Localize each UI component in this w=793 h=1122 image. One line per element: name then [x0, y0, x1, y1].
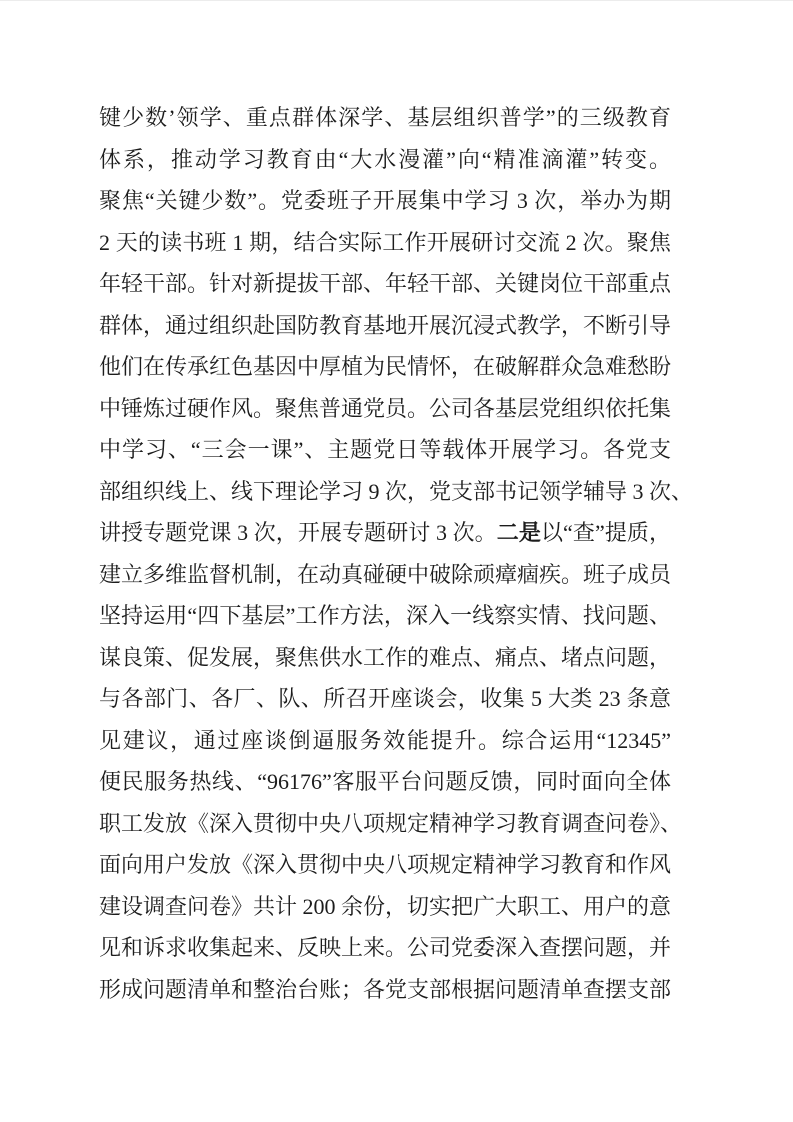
text-segment: 聚焦“关键少数”。党委班子开展集中学习 3 次，举办为期 [99, 188, 671, 213]
text-segment: 建设调查问卷》共计 200 余份，切实把广大职工、用户的意 [99, 893, 672, 919]
text-segment: 职工发放《深入贯彻中央八项规定精神学习教育调查问卷》、 [99, 810, 683, 836]
text-line [99, 388, 671, 430]
text-segment: 群体，通过组织赴国防教育基地开展沉浸式教学，不断引导 [99, 312, 672, 338]
text-segment: 面向用户发放《深入贯彻中央八项规定精神学习教育和作风 [99, 852, 672, 877]
text-line [99, 761, 671, 803]
text-line [99, 305, 671, 347]
text-line [99, 554, 671, 596]
text-line [99, 720, 671, 762]
text-segment: 他们在传承红色基因中厚植为民情怀，在破解群众急难愁盼 [99, 354, 672, 379]
text-segment: 坚持运用“四下基层”工作方法，深入一线察实情、找问题、 [99, 603, 671, 628]
text-line [99, 678, 671, 720]
text-segment: 体系，推动学习教育由“大水漫灌”向“精准滴灌”转变。 [99, 146, 671, 172]
text-line [99, 263, 671, 305]
text-line [99, 429, 671, 471]
text-segment: 部组织线上、线下理论学习 9 次，党支部书记领学辅导 3 次、 [99, 478, 694, 504]
text-line [99, 844, 671, 886]
text-line [99, 803, 683, 845]
text-line [99, 471, 694, 513]
text-line [99, 180, 671, 222]
text-segment: 见建议，通过座谈倒逼服务效能提升。综合运用“12345” [99, 727, 671, 753]
text-segment: 便民服务热线、“96176”客服平台问题反馈，同时面向全体 [99, 769, 671, 794]
text-line [99, 512, 671, 554]
text-segment: 中锤炼过硬作风。聚焦普通党员。公司各基层党组织依托集 [99, 395, 672, 421]
bold-emphasis: 二是 [496, 520, 541, 545]
text-segment: 与各部门、各厂、队、所召开座谈会，收集 5 大类 23 条意 [99, 686, 671, 711]
text-line [99, 97, 671, 139]
text-segment: 2 天的读书班 1 期，结合实际工作开展研讨交流 2 次。聚焦 [99, 229, 671, 255]
text-line [99, 222, 671, 264]
text-segment: 建立多维监督机制，在动真碰硬中破除顽瘴痼疾。班子成员 [99, 561, 672, 587]
text-line [99, 595, 671, 637]
text-line [99, 637, 671, 679]
text-segment: 年轻干部。针对新提拔干部、年轻干部、关键岗位干部重点 [99, 271, 672, 296]
document-body [99, 97, 694, 1010]
text-segment: 讲授专题党课 3 次，开展专题研讨 3 次。 [99, 520, 497, 545]
text-line [99, 969, 671, 1011]
text-segment: 见和诉求收集起来、反映上来。公司党委深入查摆问题，并 [99, 935, 672, 960]
text-segment: 以“查”提质， [540, 520, 671, 545]
text-segment: 形成问题清单和整治台账；各党支部根据问题清单查摆支部 [99, 976, 672, 1002]
text-line [99, 927, 671, 969]
text-line [99, 346, 671, 388]
text-segment: 键少数’领学、重点群体深学、基层组织普学”的三级教育 [99, 105, 671, 130]
text-line [99, 886, 671, 928]
text-segment: 谋良策、促发展，聚焦供水工作的难点、痛点、堵点问题， [99, 644, 672, 670]
text-segment: 中学习、“三会一课”、主题党日等载体开展学习。各党支 [99, 437, 671, 462]
text-line [99, 139, 671, 181]
